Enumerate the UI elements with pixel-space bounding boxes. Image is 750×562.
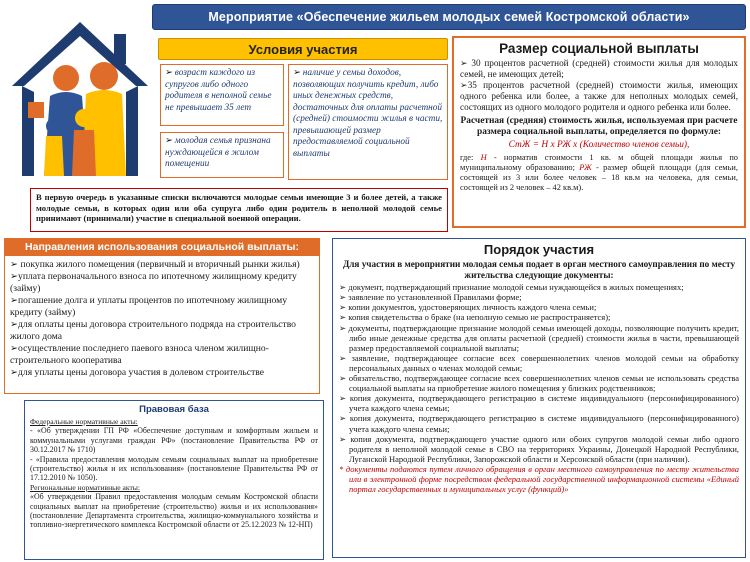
- federal-act-2: - «Правила предоставления молодым семьям социальных выплат на приобретение (строительство) жилья и их использования» (постановление Правительства РФ от 17.12.2010 № 1050).: [30, 454, 318, 483]
- list-item: ➢ копии документов, удостоверяющих личность каждого члена семьи;: [339, 302, 597, 313]
- family-house-icon: [4, 6, 156, 182]
- formula-note: где: Н - норматив стоимости 1 кв. м общей площади жилья по муниципальному образованию; РЖ - размер общей площади (для семьи, состоящей из 3 или более человек – 18 кв.м на человека, для семьи, состоящей из 2 человек – 42 кв.м).: [460, 153, 738, 192]
- payment-title: Размер социальной выплаты: [499, 41, 699, 56]
- list-item: ➢уплата первоначального взноса по ипотечному жилищному кредиту (займу): [10, 271, 297, 294]
- payment-rule-no-children: ➢ 30 процентов расчетной (средней) стоимости жилья для молодых семей, не имеющих детей;: [460, 58, 738, 79]
- legal-basis-panel: [24, 400, 324, 560]
- list-item: ➢ покупка жилого помещения (первичный и вторичный рынки жилья): [10, 259, 300, 270]
- directions-panel: [4, 256, 320, 394]
- formula: СтЖ = Н х РЖ х (Количество членов семьи),: [508, 140, 690, 150]
- list-item: ➢ документ, подтверждающий признание молодой семьи нуждающейся в жилых помещениях;: [339, 282, 684, 293]
- list-item: ➢ копия документа, подтверждающего участие одного или обоих супругов молодой семьи либо одного родителя в неполной молодой семье в СВО на территориях Украины, Донецкой Народной Республики, Луганской Народной Республики, Запорожской области и Херсонской области (при наличии).: [339, 433, 739, 464]
- condition-income: ➢ наличие у семьи доходов, позволяющих получить кредит, либо иных денежных средств, достаточных для оплаты расчетной (средней) стоимости жилья в части, превышающей размер предоставляемой социальной выплаты: [288, 64, 448, 180]
- directions-title: Направления использования социальной выплаты:: [4, 238, 320, 256]
- list-item: ➢для уплаты цены договора участия в долевом строительстве: [10, 367, 264, 378]
- arrow-icon: ➢: [460, 80, 468, 90]
- list-item: ➢погашение долга и уплаты процентов по ипотечному жилищному кредиту (займу): [10, 295, 288, 318]
- order-panel: [332, 238, 746, 558]
- list-item: ➢ обязательство, подтверждающее согласие всех совершеннолетних членов семьи не использовать средства социальной выплаты на приобретение жилого помещения у близких родственников;: [339, 373, 739, 394]
- list-item: ➢ документы, подтверждающие признание молодой семьи имеющей доходы, позволяющие получить кредит, либо иные денежные средства для оплаты расчетной (средней) стоимости жилья в части, превышающей размер предоставляемой социальной выплаты;: [339, 322, 739, 353]
- condition-need: ➢ молодая семья признана нуждающейся в жилом помещении: [160, 132, 284, 178]
- list-item: ➢ заявление, подтверждающее согласие всех совершеннолетних членов молодой семьи на обработку персональных данных о членах молодой семьи;: [339, 352, 739, 373]
- payment-rule-children: ➢35 процентов расчетной (средней) стоимости жилья, имеющих одного ребенка или более, а также для неполных молодых семей, состоящих из одного молодого родителя и одного ребенка или более.: [460, 80, 738, 112]
- arrow-icon: ➢: [460, 58, 472, 68]
- regional-header: Региональные нормативные акты:: [30, 482, 141, 492]
- legal-title: Правовая база: [139, 404, 209, 415]
- page-title: Мероприятие «Обеспечение жильем молодых семей Костромской области»: [152, 4, 746, 30]
- arrow-icon: ➢: [165, 136, 173, 146]
- conditions-title: Условия участия: [158, 38, 448, 60]
- list-item: ➢ заявление по установленной Правилами форме;: [339, 292, 522, 303]
- list-item: ➢для оплаты цены договора строительного подряда на строительство жилого дома: [10, 319, 296, 342]
- arrow-icon: ➢: [293, 68, 301, 78]
- list-item: ➢осуществление последнего паевого взноса членом жилищно-строительного кооператива: [10, 343, 269, 366]
- list-item: ➢ копия документа, подтверждающего регистрацию в системе индивидуального (персонифицированного) учета каждого члена семьи;: [339, 393, 739, 414]
- order-subtitle: Для участия в мероприятии молодая семья подает в орган местного самоуправления по месту жительства следующие документы:: [342, 259, 736, 280]
- payment-size-panel: [452, 36, 746, 228]
- federal-header: Федеральные нормативные акты:: [30, 417, 138, 426]
- regional-act-1: «Об утверждении Правил предоставления молодым семьям Костромской области социальных выплат на приобретение (строительство) жилья и их использования» (постановление Департамента строительства, жилищно-коммунального хозяйства и топливно-энергетического комплекса Костромской области от 25.12.2023 № 12-НП): [30, 492, 318, 530]
- priority-notice: В первую очередь в указанные списки включаются молодые семьи имеющие 3 и более детей, а также молодые семьи, в которых один или оба супруга либо один родитель в неполной молодой семье принимают (принимали) участие в специальной военной операции.: [30, 188, 448, 232]
- list-item: ➢ копия свидетельства о браке (на неполную семью не распространяется);: [339, 312, 611, 323]
- order-note: * документы подаются путем личного обращения в орган местного самоуправления по месту жительства или в электронной форме посредством федеральной государственной информационной системы «Единый портал государственных и муниципальных услуг (функций)»: [339, 463, 740, 495]
- formula-intro: Расчетная (средняя) стоимость жилья, используемая при расчете размера социальной выплаты, определяется по формуле:: [460, 116, 738, 137]
- federal-act-1: - «Об утверждении ГП РФ «Обеспечение доступным и комфортным жильем и коммунальными услугами граждан РФ» (постановление Правительства РФ от 30.12.2017 № 1710): [30, 426, 318, 455]
- order-title: Порядок участия: [483, 242, 595, 257]
- arrow-icon: ➢: [165, 68, 173, 78]
- list-item: ➢ копия документа, подтверждающего регистрацию в системе индивидуального (персонифицированного) учета каждого члена семьи;: [339, 413, 739, 434]
- condition-age: ➢ возраст каждого из супругов либо одного родителя в неполной семье не превышает 35 лет: [160, 64, 284, 126]
